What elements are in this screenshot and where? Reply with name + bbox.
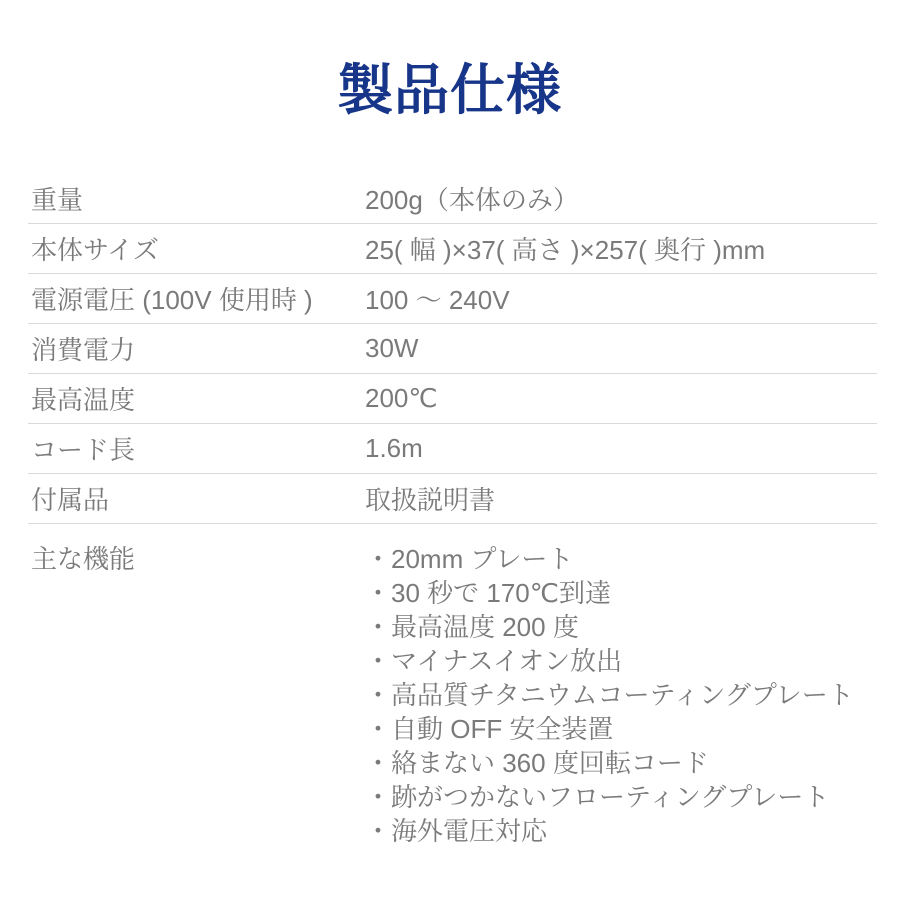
spec-row-cord-length bbox=[28, 424, 877, 474]
spec-value: 1.6m bbox=[365, 432, 423, 463]
spec-label: 付属品 bbox=[31, 484, 110, 515]
spec-row-accessories bbox=[28, 474, 877, 524]
feature-item: ・海外電圧対応 bbox=[365, 815, 548, 846]
spec-row-main-functions bbox=[28, 524, 877, 848]
page-title: 製品仕様 bbox=[337, 59, 562, 121]
spec-row-voltage bbox=[28, 274, 877, 324]
feature-item: ・20mm プレート bbox=[365, 543, 574, 574]
features-label: 主な機能 bbox=[31, 543, 136, 574]
spec-table bbox=[28, 174, 877, 848]
spec-value: 100 ～ 240V bbox=[365, 284, 510, 315]
feature-item: ・自動 OFF 安全装置 bbox=[365, 713, 614, 744]
spec-value: 25( 幅 )×37( 高さ )×257( 奥行 )mm bbox=[365, 234, 766, 265]
features-list bbox=[365, 542, 877, 848]
spec-label: 電源電圧 (100V 使用時 ) bbox=[31, 284, 313, 315]
spec-value: 30W bbox=[365, 332, 419, 363]
spec-label: 消費電力 bbox=[31, 334, 136, 365]
spec-row-weight bbox=[28, 174, 877, 224]
spec-value: 200℃ bbox=[365, 382, 438, 413]
spec-label: 重量 bbox=[31, 184, 84, 215]
feature-item: ・30 秒で 170℃到達 bbox=[365, 577, 611, 608]
feature-item: ・最高温度 200 度 bbox=[365, 611, 579, 642]
spec-row-body-size bbox=[28, 224, 877, 274]
spec-value: 200g（本体のみ） bbox=[365, 184, 579, 215]
spec-row-max-temperature bbox=[28, 374, 877, 424]
feature-item: ・絡まない 360 度回転コード bbox=[365, 747, 709, 778]
feature-item: ・マイナスイオン放出 bbox=[365, 645, 623, 676]
spec-value: 取扱説明書 bbox=[365, 484, 496, 515]
spec-row-power-consumption bbox=[28, 324, 877, 374]
spec-label: 本体サイズ bbox=[31, 234, 159, 265]
spec-label: 最高温度 bbox=[31, 384, 136, 415]
feature-item: ・跡がつかないフローティングプレート bbox=[365, 781, 830, 812]
spec-label: コード長 bbox=[31, 434, 136, 465]
feature-item: ・高品質チタニウムコーティングプレート bbox=[365, 679, 854, 710]
